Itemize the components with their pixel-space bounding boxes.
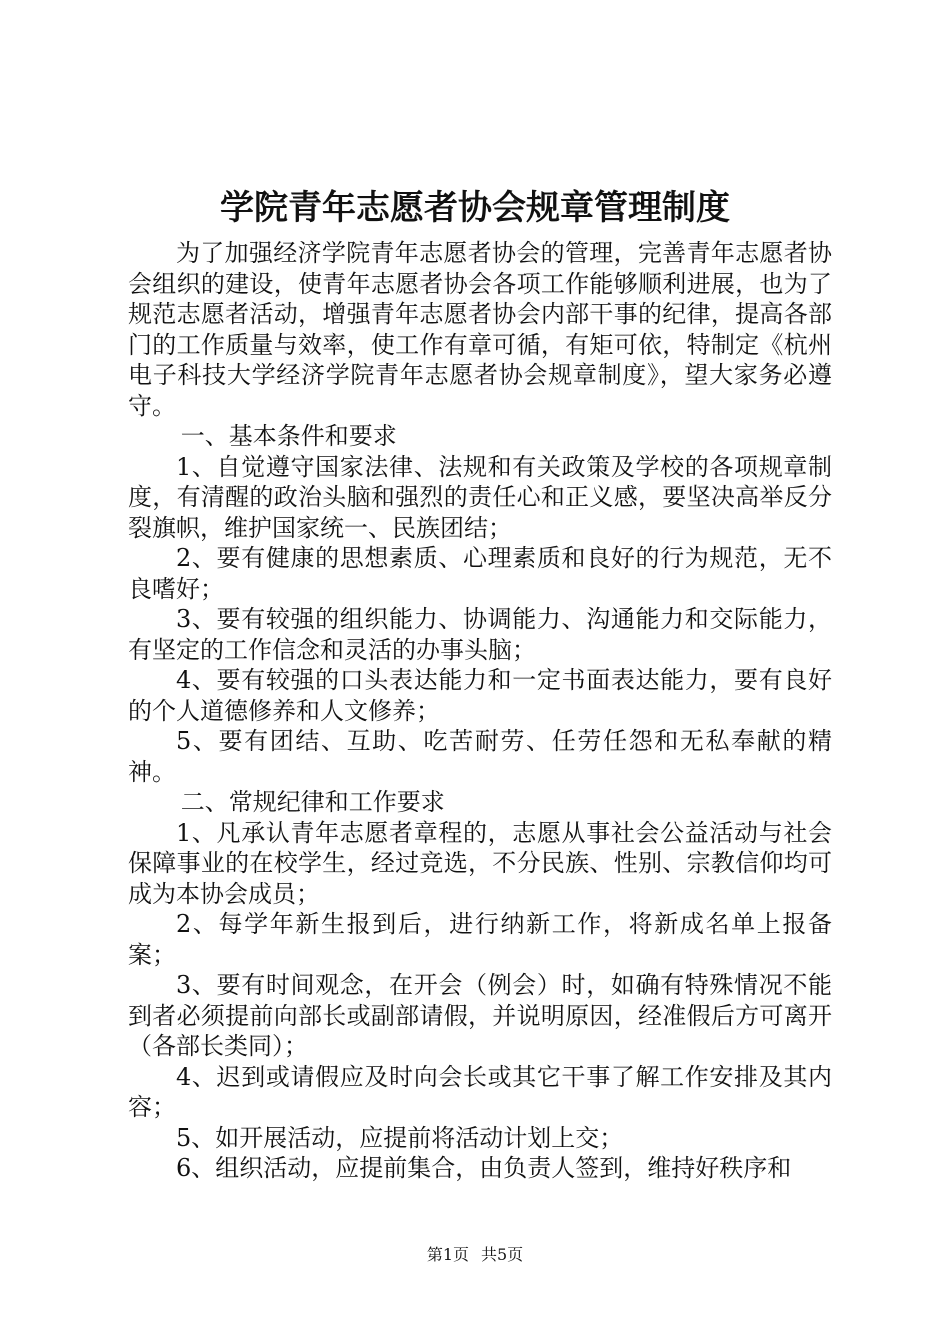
document-body bbox=[128, 238, 832, 1184]
section-heading: 二、常规纪律和工作要求 bbox=[180, 788, 445, 816]
list-item: 5、如开展活动，应提前将活动计划上交； bbox=[176, 1123, 624, 1152]
section-heading: 一、基本条件和要求 bbox=[180, 422, 397, 450]
list-item: 6、组织活动，应提前集合，由负责人签到，维持好秩序和 bbox=[176, 1154, 792, 1182]
list-item: 3、要有时间观念，在开会（例会）时，如确有特殊情况不能到者必须提前向部长或副部请假，并说明原因，经准假后方可离开（各部长类同）； bbox=[128, 971, 832, 1060]
list-item: 5、要有团结、互助、吃苦耐劳、任劳任怨和无私奉献的精神。 bbox=[128, 727, 832, 786]
intro-paragraph: 为了加强经济学院青年志愿者协会的管理，完善青年志愿者协会组织的建设，使青年志愿者协会各项工作能够顺利进展，也为了规范志愿者活动，增强青年志愿者协会内部干事的纪律，提高各部门的工作质量与效率，使工作有章可循，有矩可依，特制定《杭州电子科技大学经济学院青年志愿者协会规章制度》，望大家务必遵守。 bbox=[128, 239, 832, 420]
page-total: 共5页 bbox=[481, 1245, 524, 1264]
list-item: 2、每学年新生报到后，进行纳新工作，将新成名单上报备案； bbox=[128, 910, 832, 969]
list-item: 3、要有较强的组织能力、协调能力、沟通能力和交际能力，有坚定的工作信念和灵活的办事头脑； bbox=[128, 605, 832, 664]
list-item: 1、自觉遵守国家法律、法规和有关政策及学校的各项规章制度，有清醒的政治头脑和强烈的责任心和正义感，要坚决高举反分裂旗帜，维护国家统一、民族团结； bbox=[128, 452, 832, 542]
page-title: 学院青年志愿者协会规章管理制度 bbox=[220, 188, 730, 228]
page-number: 第1页 bbox=[426, 1245, 469, 1264]
list-item: 2、要有健康的思想素质、心理素质和良好的行为规范，无不良嗜好； bbox=[128, 544, 832, 603]
list-item: 4、要有较强的口头表达能力和一定书面表达能力，要有良好的个人道德修养和人文修养； bbox=[128, 666, 832, 725]
page-footer bbox=[0, 1244, 950, 1266]
list-item: 4、迟到或请假应及时向会长或其它干事了解工作安排及其内容； bbox=[128, 1062, 832, 1121]
list-item: 1、凡承认青年志愿者章程的，志愿从事社会公益活动与社会保障事业的在校学生，经过竞选，不分民族、性别、宗教信仰均可成为本协会成员； bbox=[128, 818, 832, 908]
